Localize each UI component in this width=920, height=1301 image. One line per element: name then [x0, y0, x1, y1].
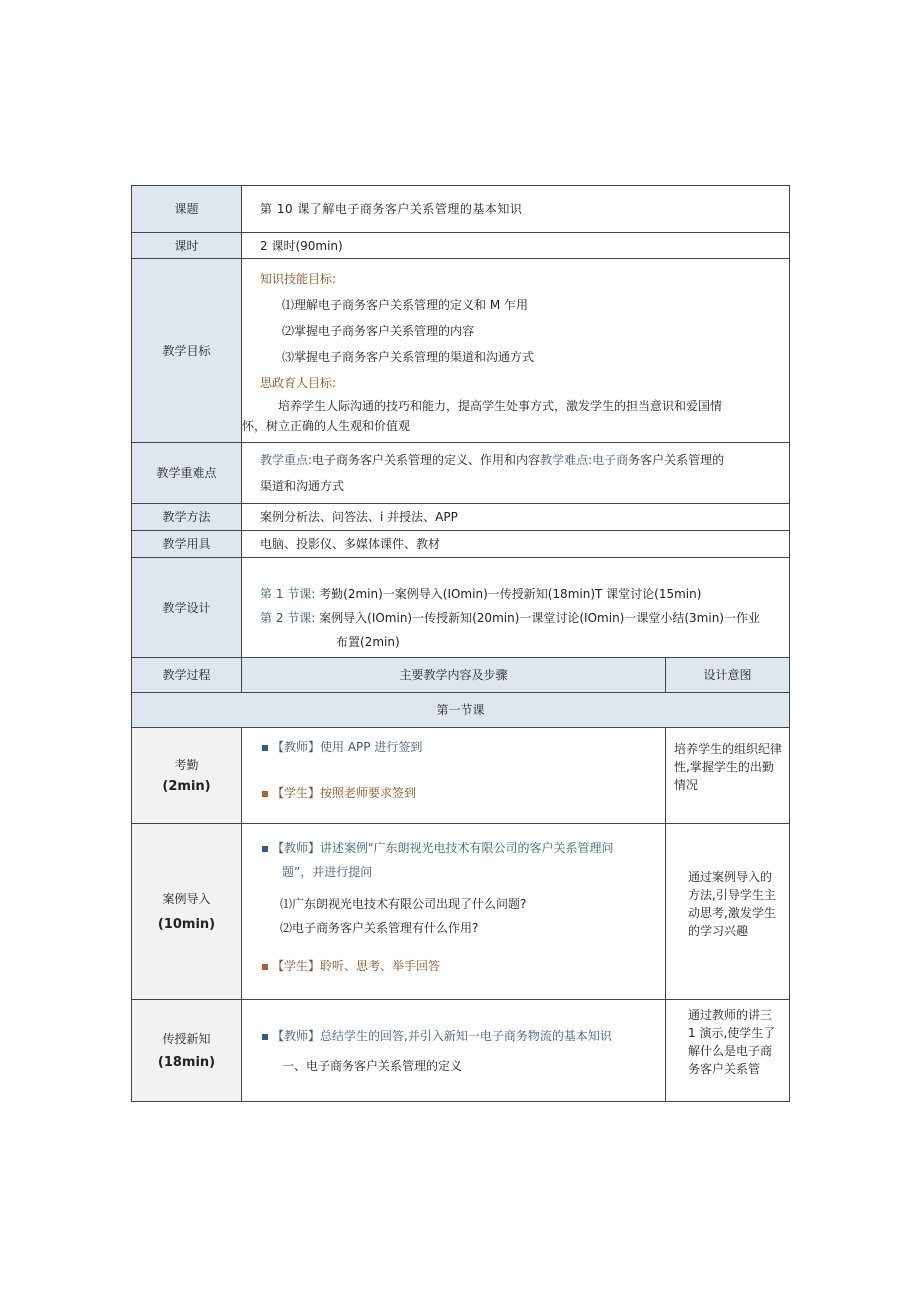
bullet-icon	[262, 791, 268, 797]
lesson-plan-table	[131, 185, 790, 1102]
case-question-1: ⑴广东朗视光电技术有限公司出现了什么问题?	[280, 897, 527, 911]
difficulty-line-2: 渠道和沟通方式	[260, 479, 345, 493]
new-knowledge-point-1: 一、电子商务客户关系管理的定义	[282, 1059, 463, 1073]
goals-content	[242, 259, 790, 443]
process-header-row	[132, 658, 790, 693]
knowledge-item-3: ⑶掌握电子商务客户关系管理的渠道和沟通方式	[282, 349, 535, 364]
key-point-text: 电子商务客户关系管理的定义、作用和内容	[312, 453, 541, 467]
knowledge-item-1: ⑴理解电子商务客户关系管理的定义和 M 乍用	[282, 297, 528, 312]
case-step	[132, 824, 242, 1000]
new-knowledge-name: 传授新知	[162, 1031, 211, 1046]
teacher-tag: 【教师】	[272, 841, 321, 855]
case-row	[132, 824, 790, 1000]
ideology-heading: 思政育人目标:	[260, 375, 337, 390]
bullet-icon	[262, 846, 268, 852]
case-content	[242, 824, 666, 1000]
title-label: 课题	[132, 186, 242, 233]
header-content: 主要教学内容及步骤	[242, 658, 666, 693]
case-student-text: 聆听、思考、举手回答	[320, 959, 441, 973]
session1-label: 笫 1 节课:	[260, 587, 316, 601]
new-knowledge-intent: 通过教师的讲三 1 演示,使学生了解什么是电子商务客户关系管	[666, 1000, 790, 1102]
difficulty-label: 教学难点:	[540, 453, 593, 467]
new-knowledge-teacher-text: 总结学生的回答,并引入新知一电子商务物流的基本知识	[320, 1029, 612, 1043]
attendance-student-text: 按照老师要求签到	[320, 786, 417, 800]
hours-row	[132, 233, 790, 259]
case-time: (10min)	[157, 916, 216, 932]
teacher-tag: 【教师】	[272, 1029, 321, 1043]
design-content	[242, 558, 790, 658]
method-row	[132, 504, 790, 531]
session2-label: 第 2 节课:	[260, 611, 316, 625]
design-row	[132, 558, 790, 658]
method-label: 教学方法	[132, 504, 242, 531]
goals-row	[132, 259, 790, 443]
bullet-icon	[262, 745, 268, 751]
attendance-row	[132, 728, 790, 824]
key-content	[242, 443, 790, 504]
knowledge-heading: 知识技能目标:	[260, 271, 337, 286]
attendance-content	[242, 728, 666, 824]
bullet-icon	[262, 964, 268, 970]
section1-title: 第一节课	[132, 693, 790, 728]
difficulty-prefix: 电子商	[592, 453, 629, 467]
knowledge-item-2: ⑵掌握电子商务客户关系管理的内容	[282, 323, 475, 338]
session2-text: 案例导入(IOmin)一传授新知(20min)一课堂讨论(IOmin)一课堂小结(3min)一作业	[319, 611, 760, 625]
case-question-2: ⑵电子商务客户关系管理有什么作用?	[280, 921, 479, 935]
teacher-tag: 【教师】	[272, 740, 321, 754]
key-label: 教学重难点	[132, 443, 242, 504]
case-intent: 通过案例导入的方法,引导学生主动思考,激发学生的学习兴趣	[666, 824, 790, 1000]
key-row	[132, 443, 790, 504]
ideology-line-2: 怀，树立正确的人生观和价值观	[242, 418, 411, 433]
attendance-step	[132, 728, 242, 824]
new-knowledge-content	[242, 1000, 666, 1102]
case-teacher-text: 讲述案例"广东朗视光电技术有限公司的客户关系管理问	[320, 841, 614, 855]
new-knowledge-row	[132, 1000, 790, 1102]
goals-label: 教学目标	[132, 259, 242, 443]
attendance-teacher-text: 使用 APP 进行签到	[320, 740, 423, 754]
tools-row	[132, 531, 790, 558]
tools-value: 电脑、投影仪、多媒体课件、教材	[242, 531, 790, 558]
tools-label: 教学用具	[132, 531, 242, 558]
key-point-label: 教学重点:	[260, 453, 313, 467]
attendance-name: 考勤	[174, 757, 199, 772]
method-value: 案例分析法、问答法、i 并授法、APP	[242, 504, 790, 531]
bullet-icon	[262, 1034, 268, 1040]
hours-label: 课时	[132, 233, 242, 259]
header-intent: 设计意图	[666, 658, 790, 693]
header-process: 教学过程	[132, 658, 242, 693]
new-knowledge-step	[132, 1000, 242, 1102]
title-row	[132, 186, 790, 233]
new-knowledge-time: (18min)	[157, 1054, 216, 1070]
lesson-title: 第 10 课了解电子商务客户关系管理的基本知识	[242, 186, 790, 233]
session1-text: 考勤(2min)一案例导入(IOmin)一传授新知(18min)T 课堂讨论(15min)	[319, 587, 702, 601]
student-tag: 【学生】	[272, 959, 321, 973]
hours-value: 2 课时(90min)	[242, 233, 790, 259]
session2-line-2: 布置(2min)	[336, 635, 400, 649]
attendance-time: (2min)	[162, 778, 211, 794]
student-tag: 【学生】	[272, 786, 321, 800]
case-name: 案例导入	[162, 891, 211, 906]
difficulty-text: 务客户关系管理的	[628, 453, 725, 467]
section1-row	[132, 693, 790, 728]
attendance-intent: 培养学生的组织纪律性,掌握学生的出勤情况	[666, 728, 790, 824]
ideology-line-1: 培养学生人际沟通的技巧和能力，提高学生处事方式，激发学生的担当意识和爱国情	[278, 398, 723, 413]
design-label: 教学设计	[132, 558, 242, 658]
case-teacher-line-2: 题”，并进行提问	[282, 865, 373, 879]
